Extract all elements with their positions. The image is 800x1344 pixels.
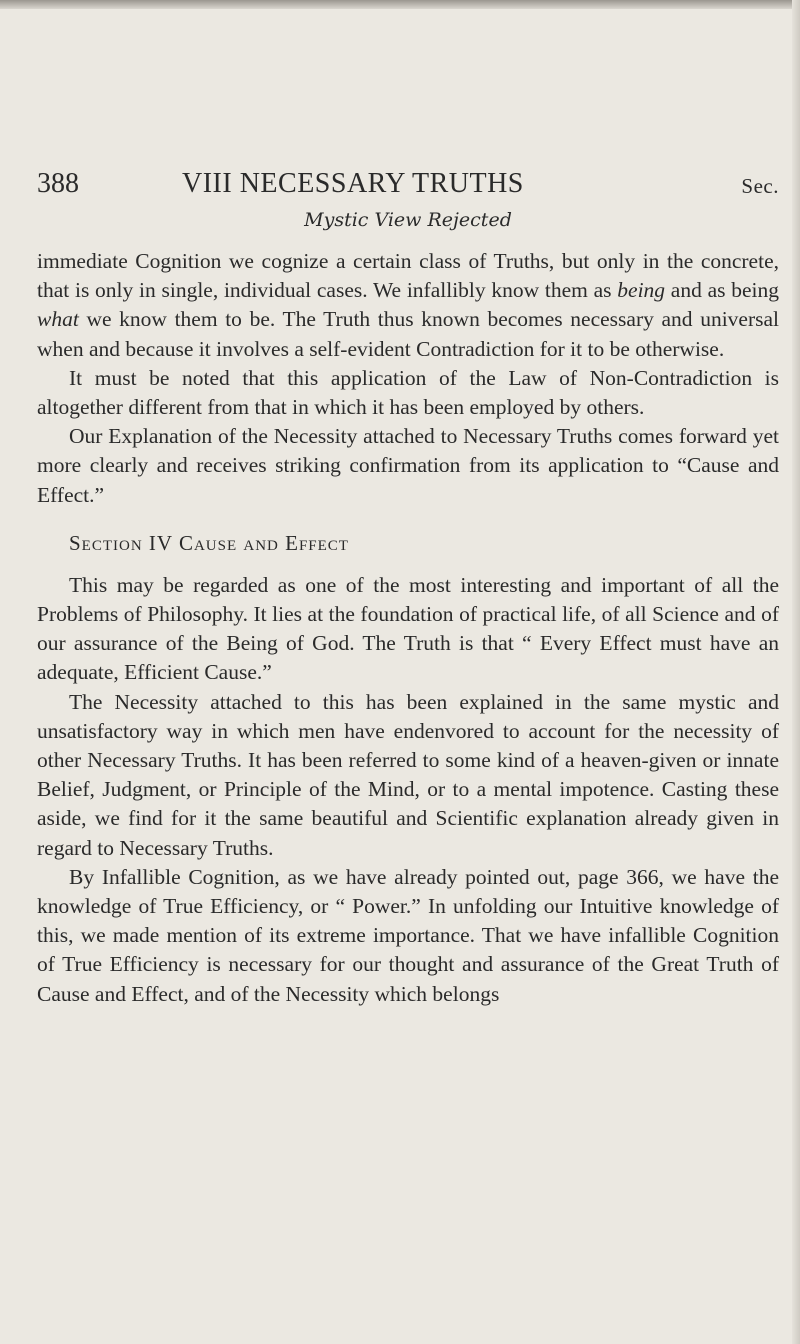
page-number: 388 <box>37 168 79 199</box>
emphasis: being <box>617 278 666 303</box>
book-page <box>37 168 779 1009</box>
section-heading: Section IV Cause and Effect <box>69 530 349 555</box>
paragraph <box>37 247 779 364</box>
text-run: we know them to be. The Truth thus known becomes necessary and universal when and because it involves a self-evident Contradiction for it to be otherwise. <box>37 307 779 361</box>
paragraph: Our Explanation of the Necessity attached to Necessary Truths comes forward yet more clearly and receives striking confirmation from its application to “Cause and Effect.” <box>37 424 779 507</box>
margin-sidenote: Mystic View Rejected <box>304 209 512 231</box>
paragraph: It must be noted that this application of the Law of Non-Contradiction is altogether different from that in which it has been employed by others. <box>37 365 779 420</box>
running-header <box>37 168 779 200</box>
paragraph: The Necessity attached to this has been explained in the same mystic and unsatisfactory way in which men have endenvored to account for the necessity of other Necessary Truths. It has been referred to some kind of a heaven-given or innate Belief, Judgment, or Principle of the Mind, or to a mental impotence. Casting these aside, we find for it the same beautiful and Scientific explanation already given in regard to Necessary Truths. <box>37 689 779 860</box>
emphasis: what <box>37 307 79 332</box>
paragraph: This may be regarded as one of the most interesting and important of all the Problems of Philosophy. It lies at the foundation of practical life, of all Science and of our assurance of the Being of God. The Truth is that “ Every Effect must have an adequate, Efficient Cause.” <box>37 572 779 685</box>
section-abbreviation: Sec. <box>741 174 779 198</box>
text-run: immediate Cognition we cognize a certain class of Truths, but only in the concrete, that is only in single, individual cases. We infallibly know them as <box>37 249 779 303</box>
page-top-edge <box>0 0 800 9</box>
page-right-edge <box>792 0 800 1344</box>
running-title: VIII NECESSARY TRUTHS <box>182 168 524 199</box>
paragraph: By Infallible Cognition, as we have already pointed out, page 366, we have the knowledge of True Efficiency, or “ Power.” In unfolding our Intuitive knowledge of this, we made mention of its extreme importance. That we have infallible Cognition of True Efficiency is necessary for our thought and assurance of the Great Truth of Cause and Effect, and of the Necessity which belongs <box>37 864 779 1006</box>
text-run: and as being <box>665 278 779 303</box>
